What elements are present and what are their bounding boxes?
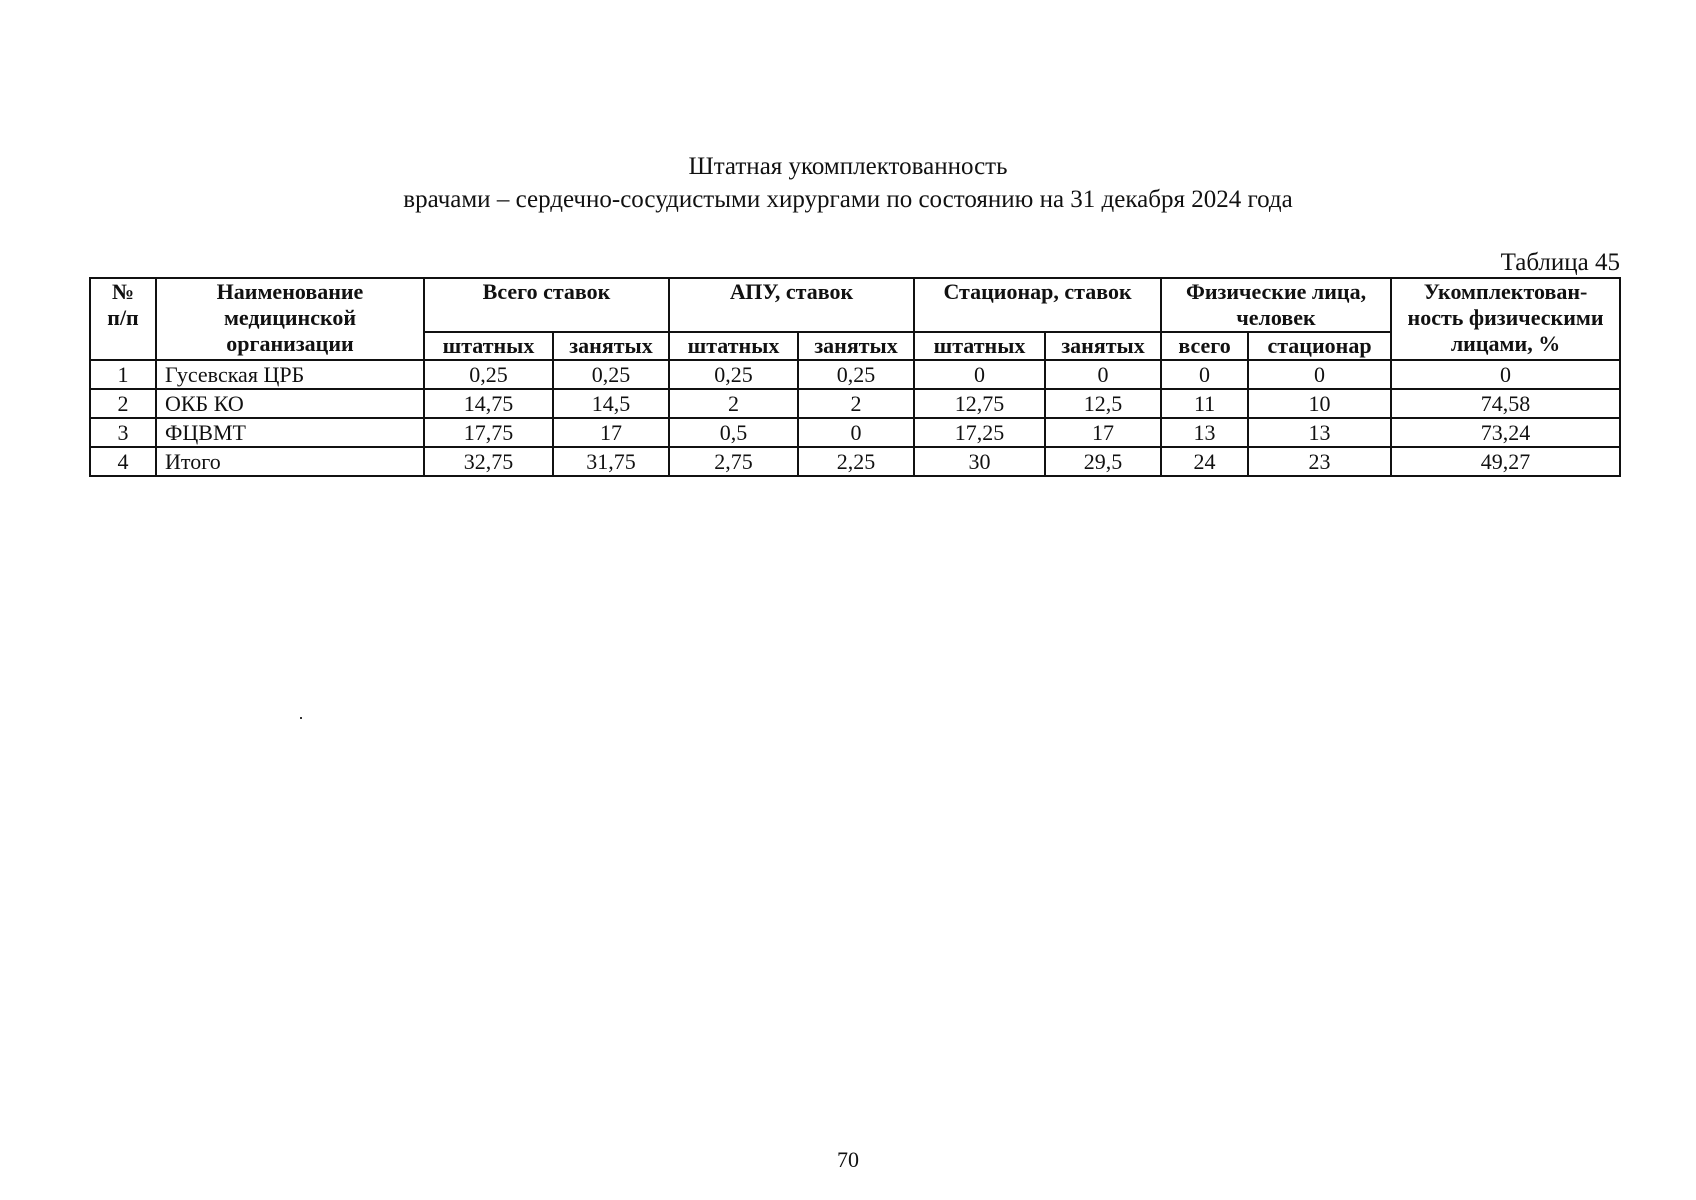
cell-ind-total: 0 bbox=[1161, 360, 1248, 389]
cell-total-staff: 0,25 bbox=[424, 360, 553, 389]
cell-total-occupied: 0,25 bbox=[553, 360, 669, 389]
header-staffing: Укомплектован-ность физическими лицами, % bbox=[1391, 278, 1620, 360]
cell-apu-occupied: 0,25 bbox=[798, 360, 914, 389]
table-label: Таблица 45 bbox=[1500, 249, 1620, 276]
subheader-total-occupied: занятых bbox=[553, 332, 669, 360]
cell-hosp-staff: 0 bbox=[914, 360, 1045, 389]
header-org: Наименование медицинской организации bbox=[156, 278, 424, 360]
subheader-apu-staff: штатных bbox=[669, 332, 798, 360]
table-row-total bbox=[90, 447, 1620, 476]
header-individuals: Физические лица, человек bbox=[1161, 278, 1391, 332]
cell-total-occupied: 14,5 bbox=[553, 389, 669, 418]
cell-hosp-occupied: 17 bbox=[1045, 418, 1161, 447]
page-number: 70 bbox=[837, 1147, 859, 1172]
cell-total-staff: 14,75 bbox=[424, 389, 553, 418]
cell-staffing: 0 bbox=[1391, 360, 1620, 389]
cell-ind-hospital: 13 bbox=[1248, 418, 1391, 447]
cell-hosp-staff: 30 bbox=[914, 447, 1045, 476]
subheader-hosp-staff: штатных bbox=[914, 332, 1045, 360]
cell-apu-staff: 2 bbox=[669, 389, 798, 418]
cell-apu-occupied: 0 bbox=[798, 418, 914, 447]
header-num: № п/п bbox=[90, 278, 156, 360]
cell-hosp-occupied: 12,5 bbox=[1045, 389, 1161, 418]
document-title bbox=[0, 150, 1696, 216]
cell-staffing: 74,58 bbox=[1391, 389, 1620, 418]
staffing-table bbox=[89, 277, 1621, 477]
cell-num: 1 bbox=[90, 360, 156, 389]
cell-staffing: 49,27 bbox=[1391, 447, 1620, 476]
scan-speck bbox=[300, 717, 302, 719]
cell-total-occupied: 31,75 bbox=[553, 447, 669, 476]
cell-ind-hospital: 10 bbox=[1248, 389, 1391, 418]
cell-apu-staff: 0,25 bbox=[669, 360, 798, 389]
cell-apu-staff: 0,5 bbox=[669, 418, 798, 447]
subheader-ind-hospital: стационар bbox=[1248, 332, 1391, 360]
cell-total-occupied: 17 bbox=[553, 418, 669, 447]
cell-staffing: 73,24 bbox=[1391, 418, 1620, 447]
header-apu-rates: АПУ, ставок bbox=[669, 278, 914, 332]
table-row bbox=[90, 360, 1620, 389]
cell-org: ФЦВМТ bbox=[156, 418, 424, 447]
cell-num: 4 bbox=[90, 447, 156, 476]
cell-ind-total: 11 bbox=[1161, 389, 1248, 418]
subheader-hosp-occupied: занятых bbox=[1045, 332, 1161, 360]
cell-ind-total: 13 bbox=[1161, 418, 1248, 447]
cell-ind-hospital: 23 bbox=[1248, 447, 1391, 476]
title-line-1: Штатная укомплектованность bbox=[688, 153, 1008, 180]
cell-ind-total: 24 bbox=[1161, 447, 1248, 476]
table-row bbox=[90, 389, 1620, 418]
cell-apu-occupied: 2 bbox=[798, 389, 914, 418]
header-row bbox=[90, 278, 1620, 332]
cell-org: Итого bbox=[156, 447, 424, 476]
cell-hosp-staff: 17,25 bbox=[914, 418, 1045, 447]
cell-hosp-staff: 12,75 bbox=[914, 389, 1045, 418]
header-total-rates: Всего ставок bbox=[424, 278, 669, 332]
cell-total-staff: 32,75 bbox=[424, 447, 553, 476]
title-line-2: врачами – сердечно-сосудистыми хирургами по состоянию на 31 декабря 2024 года bbox=[403, 186, 1293, 213]
cell-apu-occupied: 2,25 bbox=[798, 447, 914, 476]
header-hospital-rates: Стационар, ставок bbox=[914, 278, 1161, 332]
cell-ind-hospital: 0 bbox=[1248, 360, 1391, 389]
cell-num: 3 bbox=[90, 418, 156, 447]
subheader-apu-occupied: занятых bbox=[798, 332, 914, 360]
subheader-ind-total: всего bbox=[1161, 332, 1248, 360]
cell-hosp-occupied: 29,5 bbox=[1045, 447, 1161, 476]
cell-org: ОКБ КО bbox=[156, 389, 424, 418]
cell-hosp-occupied: 0 bbox=[1045, 360, 1161, 389]
cell-total-staff: 17,75 bbox=[424, 418, 553, 447]
subheader-total-staff: штатных bbox=[424, 332, 553, 360]
cell-apu-staff: 2,75 bbox=[669, 447, 798, 476]
cell-org: Гусевская ЦРБ bbox=[156, 360, 424, 389]
cell-num: 2 bbox=[90, 389, 156, 418]
table-row bbox=[90, 418, 1620, 447]
